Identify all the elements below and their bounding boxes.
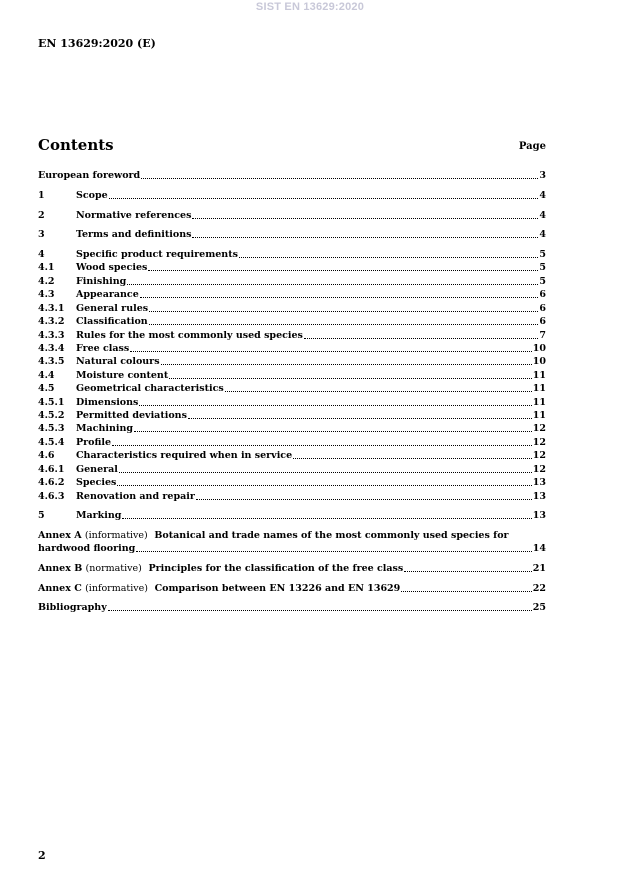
toc-leader <box>148 270 538 271</box>
toc-entry-bibliography[interactable] <box>38 602 546 614</box>
toc-entry-page: 11 <box>532 383 546 394</box>
toc-leader <box>139 405 531 406</box>
toc-entry-number: 4.3.2 <box>38 316 65 327</box>
annex-label: Annex C <box>38 583 82 594</box>
toc-entry-title: Species <box>76 477 117 488</box>
toc-entry-number: 4.5.1 <box>38 397 65 408</box>
toc-entry-title: Free class <box>76 343 130 354</box>
toc-entry-number: 1 <box>38 190 45 201</box>
toc-entry[interactable] <box>38 276 546 288</box>
toc-entry-number: 4.3.4 <box>38 343 65 354</box>
toc-entry-title: Wood species <box>76 262 148 273</box>
annex-kind: (informative) <box>84 530 148 541</box>
toc-entry-title: Dimensions <box>76 397 139 408</box>
toc-entry-page: 11 <box>532 397 546 408</box>
toc-leader <box>141 178 538 179</box>
toc-leader <box>117 485 531 486</box>
toc-leader <box>122 518 531 519</box>
toc-entry-number: 4.1 <box>38 262 55 273</box>
toc-entry[interactable] <box>38 289 546 301</box>
toc-entry-title: Machining <box>76 423 134 434</box>
toc-entry-page: 10 <box>532 343 546 354</box>
toc-entry-title: Permitted deviations <box>76 410 187 421</box>
toc-leader <box>192 218 538 219</box>
toc-entry-number: 4.2 <box>38 276 55 287</box>
toc-entry-page: 11 <box>532 410 546 421</box>
toc-entry-title: Geometrical characteristics <box>76 383 224 394</box>
toc-entry-number: 4.5.3 <box>38 423 65 434</box>
toc-entry[interactable] <box>38 356 546 368</box>
toc-entry-number: 2 <box>38 210 45 221</box>
toc-entry-title: Scope <box>76 190 108 201</box>
toc-entry-page: 4 <box>539 190 546 201</box>
toc-entry-number: 4.3.5 <box>38 356 65 367</box>
toc-entry-annex-a[interactable] <box>38 543 546 555</box>
toc-annex-a-heading[interactable] <box>38 530 509 542</box>
toc-entry[interactable] <box>38 383 546 395</box>
document-id-header: EN 13629:2020 (E) <box>38 37 156 50</box>
toc-entry-page: 25 <box>532 602 546 613</box>
toc-entry-title: Profile <box>76 437 112 448</box>
toc-entry[interactable] <box>38 210 546 222</box>
toc-entry-page: 13 <box>532 477 546 488</box>
toc-leader <box>109 198 539 199</box>
toc-entry[interactable] <box>38 450 546 462</box>
toc-leader <box>149 324 539 325</box>
toc-entry-title: Marking <box>76 510 122 521</box>
toc-entry-title: Comparison between EN 13226 and EN 13629 <box>154 583 401 594</box>
toc-entry-title: Renovation and repair <box>76 491 195 502</box>
toc-entry-title: Natural colours <box>76 356 160 367</box>
toc-entry-title: Classification <box>76 316 148 327</box>
toc-entry[interactable] <box>38 303 546 315</box>
toc-entry-title: Appearance <box>76 289 139 300</box>
toc-leader <box>192 237 538 238</box>
toc-entry-annex-c[interactable] <box>38 583 546 595</box>
toc-entry-number: 4.6.3 <box>38 491 65 502</box>
toc-entry[interactable] <box>38 510 546 522</box>
toc-entry-title: Rules for the most commonly used species <box>76 330 303 341</box>
toc-entry-title: European foreword <box>38 170 141 181</box>
toc-entry-page: 12 <box>532 423 546 434</box>
toc-leader <box>188 418 532 419</box>
toc-entry-title: Specific product requirements <box>76 249 238 260</box>
toc-entry-page: 13 <box>532 491 546 502</box>
toc-entry-title: Bibliography <box>38 602 107 613</box>
toc-entry[interactable] <box>38 229 546 241</box>
page-column-label: Page <box>518 141 546 152</box>
toc-entry[interactable] <box>38 410 546 422</box>
toc-entry[interactable] <box>38 464 546 476</box>
toc-entry-page: 5 <box>539 276 546 287</box>
toc-leader <box>149 311 538 312</box>
toc-entry-page: 12 <box>532 437 546 448</box>
toc-entry-number: 3 <box>38 229 45 240</box>
watermark: SIST EN 13629:2020 <box>255 1 365 13</box>
toc-entry-number: 4.3 <box>38 289 55 300</box>
toc-leader <box>304 338 538 339</box>
toc-entry-page: 3 <box>539 170 546 181</box>
toc-entry-title: hardwood flooring <box>38 543 136 554</box>
toc-entry-page: 12 <box>532 450 546 461</box>
toc-entry-number: 4.5.4 <box>38 437 65 448</box>
toc-entry-page: 12 <box>532 464 546 475</box>
toc-entry-page: 4 <box>539 229 546 240</box>
toc-entry-title: Finishing <box>76 276 127 287</box>
toc-entry-page: 11 <box>532 370 546 381</box>
toc-leader <box>293 458 532 459</box>
toc-entry[interactable] <box>38 370 546 382</box>
toc-leader <box>134 431 532 432</box>
toc-leader <box>401 591 531 592</box>
toc-entry-title: Normative references <box>76 210 192 221</box>
toc-entry-page: 6 <box>539 303 546 314</box>
toc-leader <box>196 499 532 500</box>
toc-entry-title: Characteristics required when in service <box>76 450 293 461</box>
toc-leader <box>136 551 532 552</box>
toc-entry-foreword[interactable] <box>38 170 546 182</box>
toc-entry-number: 4 <box>38 249 45 260</box>
toc-entry-page: 13 <box>532 510 546 521</box>
toc-entry-page: 10 <box>532 356 546 367</box>
toc-entry-page: 6 <box>539 316 546 327</box>
toc-leader <box>127 284 538 285</box>
toc-entry[interactable] <box>38 343 546 355</box>
toc-entry[interactable] <box>38 397 546 409</box>
toc-leader <box>112 445 532 446</box>
toc-leader <box>169 378 532 379</box>
toc-entry-number: 4.3.3 <box>38 330 65 341</box>
toc-entry-title: Moisture content <box>76 370 169 381</box>
annex-kind: (informative) <box>85 583 148 594</box>
contents-title: Contents <box>38 136 114 154</box>
annex-kind: (normative) <box>85 563 142 574</box>
toc-entry-page: 5 <box>539 249 546 260</box>
toc-entry[interactable] <box>38 437 546 449</box>
toc-leader <box>225 391 532 392</box>
toc-entry[interactable] <box>38 491 546 503</box>
toc-entry-number: 4.5.2 <box>38 410 65 421</box>
toc-entry-title: General <box>76 464 118 475</box>
toc-entry-title: Terms and definitions <box>76 229 192 240</box>
toc-entry-title: General rules <box>76 303 149 314</box>
toc-leader <box>239 257 538 258</box>
toc-entry[interactable] <box>38 477 546 489</box>
toc-entry[interactable] <box>38 249 546 261</box>
toc-leader <box>161 364 532 365</box>
footer-page-number: 2 <box>38 849 46 862</box>
toc-entry-page: 6 <box>539 289 546 300</box>
toc-entry-number: 4.4 <box>38 370 55 381</box>
toc-entry-page: 5 <box>539 262 546 273</box>
toc-leader <box>140 297 539 298</box>
annex-label: Annex B <box>38 563 83 574</box>
toc-entry-number: 4.6.1 <box>38 464 65 475</box>
toc-entry-number: 4.5 <box>38 383 55 394</box>
toc-entry[interactable] <box>38 316 546 328</box>
toc-entry-number: 5 <box>38 510 45 521</box>
toc-entry-page: 7 <box>539 330 546 341</box>
toc-entry-annex-b[interactable] <box>38 563 546 575</box>
toc-entry-number: 4.3.1 <box>38 303 65 314</box>
toc-entry-page: 21 <box>532 563 546 574</box>
toc-entry-page: 4 <box>539 210 546 221</box>
toc-entry-number: 4.6 <box>38 450 55 461</box>
toc-entry[interactable] <box>38 262 546 274</box>
toc-leader <box>108 610 532 611</box>
toc-entry-title: Principles for the classification of the free class <box>148 563 404 574</box>
toc-entry[interactable] <box>38 423 546 435</box>
annex-title-line1: Botanical and trade names of the most commonly used species for <box>154 530 509 541</box>
toc-entry[interactable] <box>38 190 546 202</box>
toc-entry-page: 22 <box>532 583 546 594</box>
toc-leader <box>130 351 532 352</box>
toc-entry[interactable] <box>38 330 546 342</box>
annex-label: Annex A <box>38 530 82 541</box>
toc-entry-number: 4.6.2 <box>38 477 65 488</box>
toc-leader <box>119 472 532 473</box>
toc-entry-page: 14 <box>532 543 546 554</box>
toc-leader <box>404 571 532 572</box>
